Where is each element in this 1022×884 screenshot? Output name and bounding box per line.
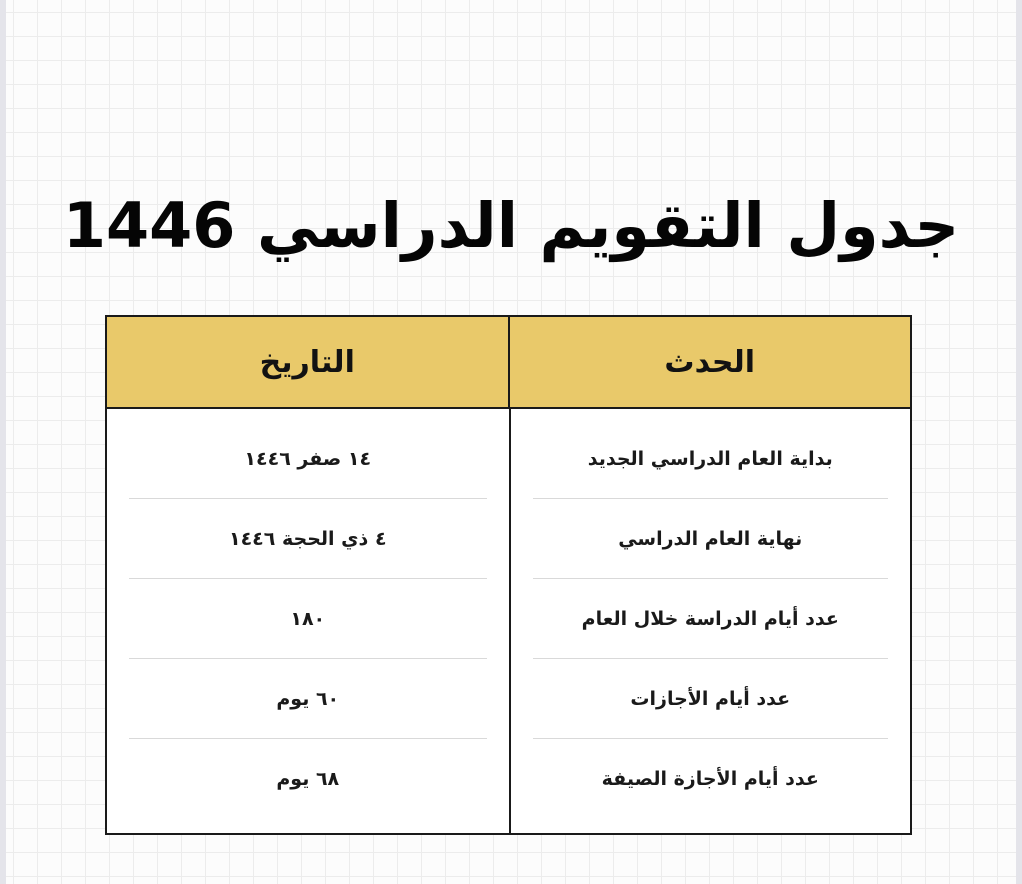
header-event: الحدث — [508, 317, 911, 407]
date-cell: ٦٨ يوم — [276, 768, 340, 790]
date-cell: ٦٠ يوم — [129, 659, 487, 739]
event-column — [509, 409, 911, 835]
event-cell: عدد أيام الأجازة الصيفة — [601, 768, 819, 790]
event-cell: بداية العام الدراسي الجديد — [533, 419, 889, 499]
date-cell: ١٨٠ — [129, 579, 487, 659]
date-cell: ٤ ذي الحجة ١٤٤٦ — [129, 499, 487, 579]
date-cell: ١٤ صفر ١٤٤٦ — [129, 419, 487, 499]
table-body — [107, 409, 910, 835]
calendar-table — [105, 315, 912, 835]
header-date: التاريخ — [259, 344, 355, 380]
table-header-row — [107, 317, 910, 409]
date-column — [107, 409, 509, 835]
page-title: جدول التقويم الدراسي 1446 — [62, 189, 960, 262]
event-cell: نهاية العام الدراسي — [533, 499, 889, 579]
event-cell: عدد أيام الأجازات — [533, 659, 889, 739]
event-cell: عدد أيام الدراسة خلال العام — [533, 579, 889, 659]
